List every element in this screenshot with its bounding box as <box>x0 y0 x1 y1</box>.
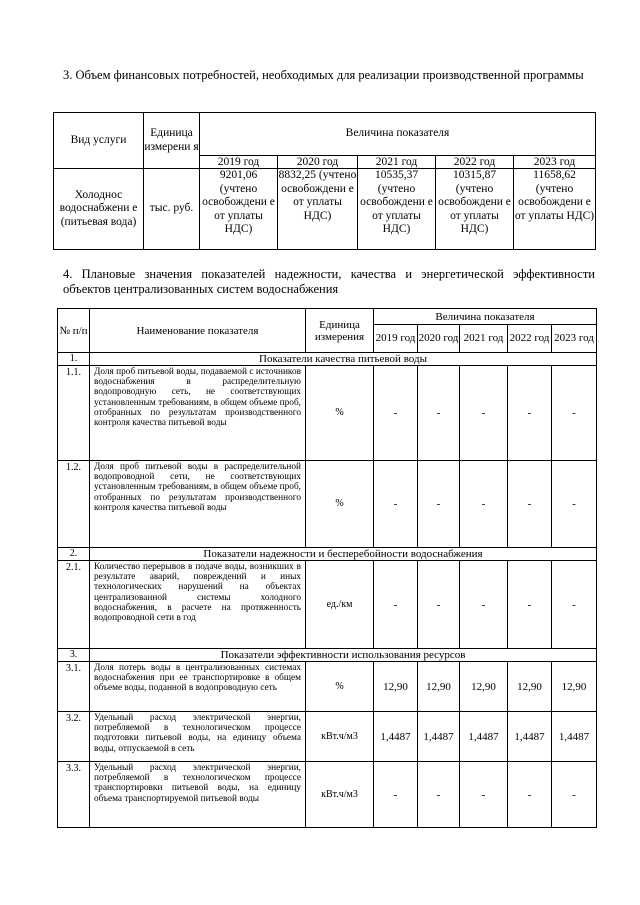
service-cell: Холоднос водоснабжени е (питьевая вода) <box>54 169 144 250</box>
table-row <box>58 662 597 712</box>
section-4-heading: 4. Плановые значения показателей надежности, качества и энергетической эффективности объектов централизованных систем водоснабжения <box>63 267 595 296</box>
section-row <box>58 353 597 366</box>
row-num: 2.1. <box>58 561 90 649</box>
table-row <box>54 169 596 250</box>
row-num: 3.3. <box>58 762 90 828</box>
unit-cell: тыс. руб. <box>144 169 200 250</box>
value-cell: 9201,06 (учтено освобождени е от уплаты НДС) <box>200 169 278 250</box>
value-cell: - <box>460 762 508 828</box>
year-header: 2023 год <box>552 325 597 353</box>
unit-cell: кВт.ч/м3 <box>306 712 374 762</box>
indicator-name: Доля проб питьевой воды в распределительной водопроводной сети, не соответствующих установленным требованиям, в общем объеме проб, отобранных по результатам производственного контроля качества питьевой воды <box>90 461 306 548</box>
row-num: 3.2. <box>58 712 90 762</box>
value-cell: - <box>374 762 418 828</box>
value-cell: - <box>552 366 597 461</box>
col-header-value: Величина показателя <box>200 113 596 156</box>
indicator-name: Доля потерь воды в централизованных системах водоснабжения при ее транспортировке в общем объеме воды, поданной в водопроводную сеть <box>90 662 306 712</box>
unit-cell: ед./км <box>306 561 374 649</box>
section-3-heading: 3. Объем финансовых потребностей, необходимых для реализации производственной программы <box>63 68 584 82</box>
section-num: 2. <box>58 548 90 561</box>
unit-cell: % <box>306 461 374 548</box>
unit-cell: кВт.ч/м3 <box>306 762 374 828</box>
value-cell: - <box>418 366 460 461</box>
table-row <box>58 762 597 828</box>
value-cell: - <box>374 461 418 548</box>
table-row <box>58 561 597 649</box>
value-cell: - <box>508 561 552 649</box>
value-cell: 8832,25 (учтено освобождени е от уплаты НДС) <box>278 169 358 250</box>
year-header: 2019 год <box>374 325 418 353</box>
row-num: 1.1. <box>58 366 90 461</box>
indicator-name: Удельный расход электрической энергии, потребляемой в технологическом процессе подготовки питьевой воды, на единицу объема воды, отпускаемой в сеть <box>90 712 306 762</box>
section-num: 3. <box>58 649 90 662</box>
value-cell: - <box>552 461 597 548</box>
row-num: 3.1. <box>58 662 90 712</box>
col-header-name: Наименование показателя <box>90 309 306 353</box>
value-cell: - <box>508 762 552 828</box>
table-row <box>58 712 597 762</box>
value-cell: 12,90 <box>418 662 460 712</box>
value-cell: - <box>552 561 597 649</box>
unit-cell: % <box>306 662 374 712</box>
year-header: 2021 год <box>358 156 436 169</box>
value-cell: - <box>418 762 460 828</box>
value-cell: - <box>460 366 508 461</box>
value-cell: - <box>552 762 597 828</box>
unit-cell: % <box>306 366 374 461</box>
value-cell: 10535,37 (учтено освобождени е от уплаты НДС) <box>358 169 436 250</box>
indicators-table <box>57 308 597 828</box>
value-cell: 11658,62 (учтено освобождени е от уплаты НДС) <box>514 169 596 250</box>
year-header: 2022 год <box>508 325 552 353</box>
value-cell: 1,4487 <box>508 712 552 762</box>
value-cell: 1,4487 <box>374 712 418 762</box>
value-cell: - <box>374 366 418 461</box>
value-cell: 1,4487 <box>418 712 460 762</box>
value-cell: 10315,87 (учтено освобождени е от уплаты НДС) <box>436 169 514 250</box>
value-cell: 1,4487 <box>552 712 597 762</box>
section-title: Показатели эффективности использования ресурсов <box>90 649 597 662</box>
section-row <box>58 548 597 561</box>
value-cell: - <box>508 366 552 461</box>
col-header-unit: Единица измерения <box>306 309 374 353</box>
col-header-num: № п/п <box>58 309 90 353</box>
col-header-unit: Единица измерени я <box>144 113 200 169</box>
year-header: 2019 год <box>200 156 278 169</box>
section-title: Показатели надежности и бесперебойности водоснабжения <box>90 548 597 561</box>
year-header: 2020 год <box>278 156 358 169</box>
indicator-name: Удельный расход электрической энергии, потребляемой в технологическом процессе транспортировки питьевой воды, на единицу объема транспортируемой питьевой воды <box>90 762 306 828</box>
value-cell: - <box>418 461 460 548</box>
section-title: Показатели качества питьевой воды <box>90 353 597 366</box>
col-header-value: Величина показателя <box>374 309 597 325</box>
value-cell: 12,90 <box>460 662 508 712</box>
value-cell: - <box>460 561 508 649</box>
value-cell: 12,90 <box>374 662 418 712</box>
indicator-name: Количество перерывов в подаче воды, возникших в результате аварий, повреждений и иных технологических нарушений на объектах централизованной системы холодного водоснабжения, в расчете на протяженность водопроводной сети в год <box>90 561 306 649</box>
financial-needs-table <box>53 112 596 250</box>
year-header: 2022 год <box>436 156 514 169</box>
year-header: 2023 год <box>514 156 596 169</box>
section-row <box>58 649 597 662</box>
value-cell: 12,90 <box>508 662 552 712</box>
value-cell: - <box>460 461 508 548</box>
value-cell: - <box>374 561 418 649</box>
table-row <box>58 461 597 548</box>
value-cell: 1,4487 <box>460 712 508 762</box>
indicator-name: Доля проб питьевой воды, подаваемой с источников водоснабжения в распределительную водопроводную сеть, не соответствующих установленным требованиям, в общем объеме проб, отобранных по результатам производственного контроля качества питьевой воды <box>90 366 306 461</box>
table-row <box>58 366 597 461</box>
year-header: 2021 год <box>460 325 508 353</box>
value-cell: 12,90 <box>552 662 597 712</box>
row-num: 1.2. <box>58 461 90 548</box>
section-num: 1. <box>58 353 90 366</box>
value-cell: - <box>418 561 460 649</box>
year-header: 2020 год <box>418 325 460 353</box>
col-header-service: Вид услуги <box>54 113 144 169</box>
value-cell: - <box>508 461 552 548</box>
